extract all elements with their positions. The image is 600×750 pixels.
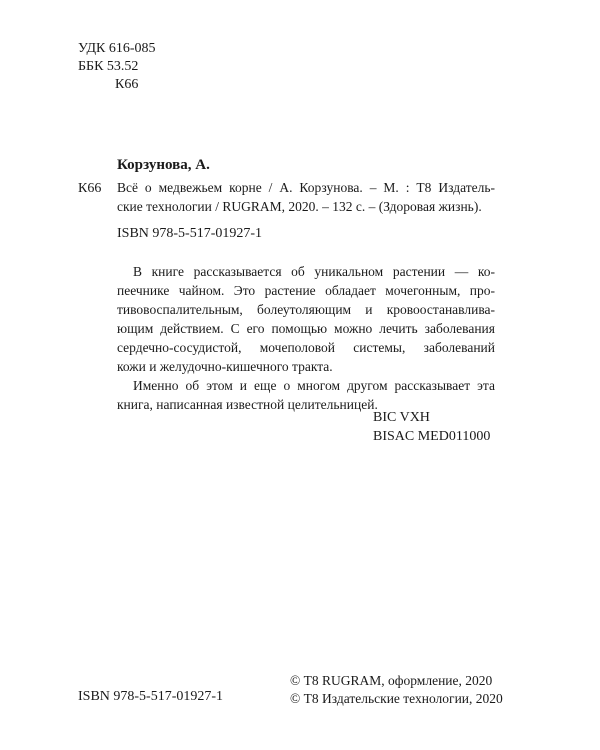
biblio-line: ские технологии / RUGRAM, 2020. – 132 с. – (Здоровая жизнь). [117, 199, 482, 214]
bic-code: BIC VXH [373, 410, 430, 425]
isbn-footer: ISBN 978-5-517-01927-1 [78, 689, 224, 704]
author-name: Корзунова, А. [117, 157, 210, 173]
author-mark: К66 [115, 77, 139, 92]
bibliographic-description [117, 178, 495, 216]
copyright-line: © Т8 RUGRAM, оформление, 2020 [290, 673, 493, 688]
isbn-record: ISBN 978-5-517-01927-1 [117, 226, 263, 241]
subject-codes [373, 408, 490, 446]
annotation-line: Именно об этом и еще о многом другом рассказывает эта [133, 378, 495, 393]
annotation-line: В книге рассказывается об уникальном растении — ко- [133, 264, 495, 279]
annotation-line: сердечно-сосудистой, мочеполовой системы, заболеваний [117, 340, 495, 355]
bbk-code: ББК 53.52 [78, 59, 139, 74]
annotation-line: пеечнике чайном. Это растение обладает мочегонным, про- [117, 283, 495, 298]
bisac-code: BISAC MED011000 [373, 429, 491, 444]
annotation-line: кожи и желудочно-кишечного тракта. [117, 359, 333, 374]
author-mark-left: К66 [78, 181, 102, 196]
copyright-block [290, 672, 503, 708]
biblio-line: Всё о медвежьем корне / А. Корзунова. – М. : Т8 Издатель- [117, 180, 495, 195]
classification-codes [78, 40, 156, 94]
annotation-line: книга, написанная известной целительницей. [117, 397, 378, 412]
annotation-line: тивовоспалительным, болеутоляющим и кровоостанавлива- [117, 302, 495, 317]
annotation [117, 262, 495, 414]
udk-code: УДК 616-085 [78, 41, 156, 56]
annotation-line: ющим действием. С его помощью можно лечить заболевания [117, 321, 495, 336]
copyright-line: © Т8 Издательские технологии, 2020 [290, 691, 503, 706]
